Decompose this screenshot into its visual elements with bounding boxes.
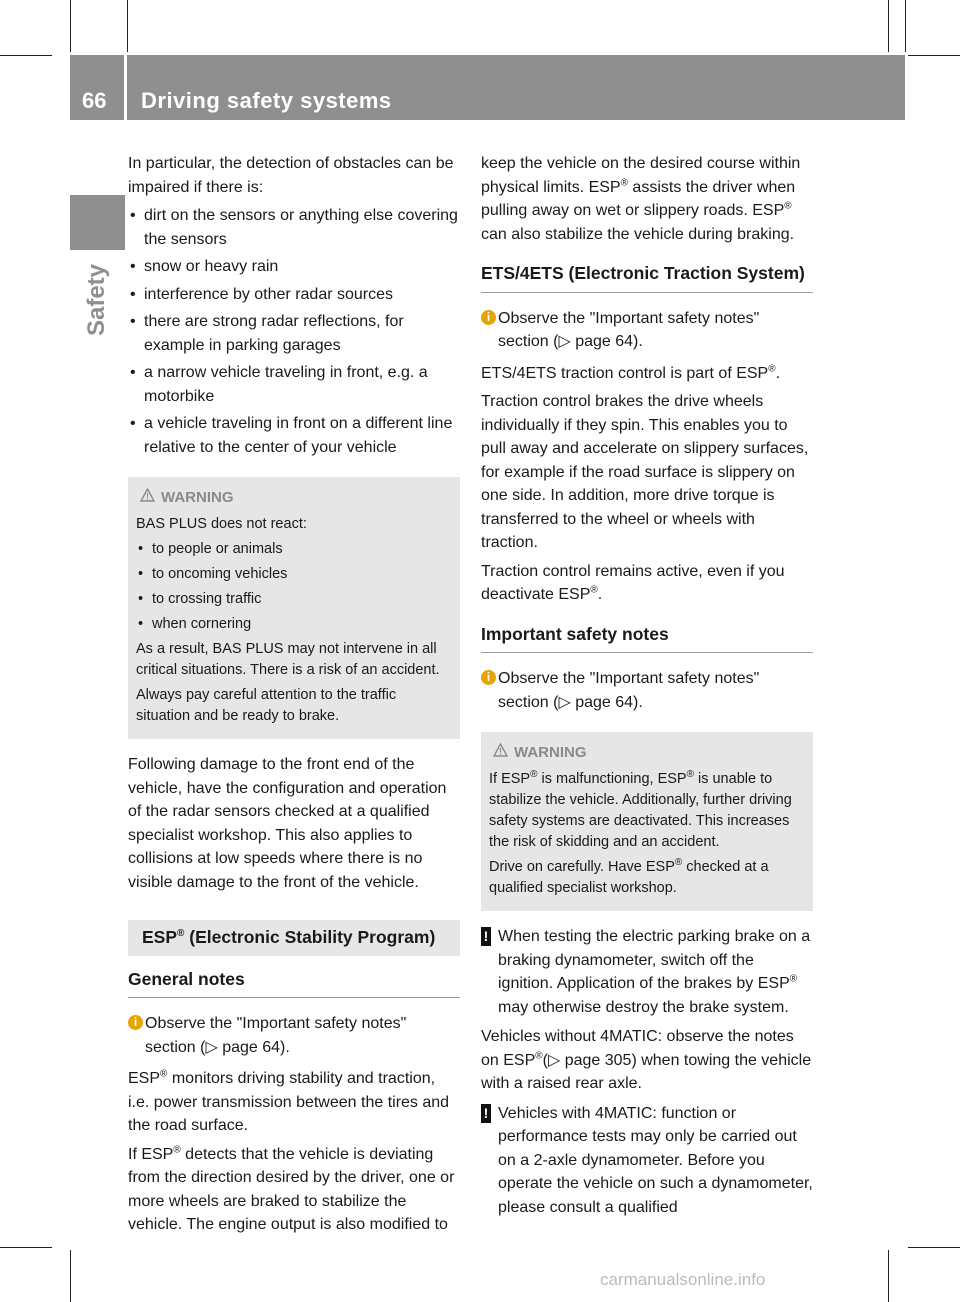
esp-paragraph: ESP® monitors driving stability and traction, i.e. power transmission between the tires and the road surface.: [128, 1068, 450, 1134]
damage-paragraph: Following damage to the front end of the vehicle, have the configuration and operation of the radar sensors checked at a qualified specialist workshop. This also applies to collisions at low speeds where there is no visible damage to the front of the vehicle.: [128, 756, 447, 891]
page-number: 66: [82, 88, 107, 113]
crop-mark: [908, 55, 960, 56]
warning-title: WARNING: [161, 489, 234, 506]
section-tab: [70, 195, 125, 250]
info-note-text: Observe the "Important safety notes" section (▷ page 64).: [145, 1015, 407, 1056]
warning-paragraph: As a result, BAS PLUS may not intervene in all critical situations. There is a risk of an accident.: [136, 641, 440, 678]
info-icon: i: [128, 1015, 143, 1030]
warning-triangle-icon: [493, 742, 508, 763]
crop-mark: [70, 0, 71, 52]
crop-mark: [888, 1250, 889, 1302]
towing-paragraph: Vehicles without 4MATIC: observe the notes on ESP®(▷ page 305) when towing the vehicle with a raised rear axle.: [481, 1028, 812, 1092]
warning-triangle-icon: [140, 487, 155, 508]
list-item: • a vehicle traveling in front on a different line relative to the center of your vehicle: [128, 412, 460, 459]
info-note: [128, 1012, 460, 1059]
warning-intro: BAS PLUS does not react:: [136, 516, 307, 532]
ets-paragraph: Traction control remains active, even if you deactivate ESP®.: [481, 562, 785, 603]
ets-heading: ETS/4ETS (Electronic Traction System): [481, 262, 813, 293]
crop-mark: [70, 1250, 71, 1302]
esp-paragraph: keep the vehicle on the desired course within physical limits. ESP® assists the driver when pulling away on wet or slippery roads. ESP® can also stabilize the vehicle during braking.: [481, 155, 801, 243]
watermark: carmanualsonline.info: [600, 1270, 766, 1289]
warning-title: WARNING: [514, 744, 587, 761]
caution-note: ! When testing the electric parking brake on a braking dynamometer, switch off the ignition. Application of the brakes by ESP® may otherwise destroy the brake system.: [481, 925, 813, 1019]
crop-mark: [0, 55, 52, 56]
warning-paragraph: Drive on carefully. Have ESP® checked at a qualified specialist workshop.: [489, 857, 769, 896]
exclamation-icon: !: [481, 927, 491, 946]
info-note-text: Observe the "Important safety notes" section (▷ page 64).: [498, 670, 760, 711]
list-item: • to people or animals: [136, 539, 452, 560]
list-item: • interference by other radar sources: [128, 283, 460, 307]
info-note: [481, 307, 813, 354]
left-column: [128, 152, 460, 1242]
list-item: • dirt on the sensors or anything else covering the sensors: [128, 204, 460, 251]
exclamation-icon: !: [481, 1104, 491, 1123]
right-column: [481, 152, 813, 1225]
esp-section-heading: ESP® (Electronic Stability Program): [128, 920, 460, 956]
crop-mark: [908, 1247, 960, 1248]
warning-paragraph: Always pay careful attention to the traffic situation and be ready to brake.: [136, 687, 397, 724]
esp-paragraph: If ESP® detects that the vehicle is deviating from the direction desired by the driver, one or more wheels are braked to stabilize the vehicle. The engine output is also modified to: [128, 1144, 455, 1233]
list-item: • to crossing traffic: [136, 589, 452, 610]
warning-paragraph: If ESP® is malfunctioning, ESP® is unable to stabilize the vehicle. Additionally, further driving safety systems are deactivated. This increases the risk of skidding and an accident.: [489, 769, 792, 850]
crop-mark: [888, 0, 889, 52]
header-separator: [124, 55, 127, 120]
crop-mark: [127, 0, 128, 52]
list-item: • there are strong radar reflections, for example in parking garages: [128, 310, 460, 357]
list-item: • a narrow vehicle traveling in front, e.g. a motorbike: [128, 361, 460, 408]
info-note: [481, 667, 813, 714]
warning-heading: [136, 487, 452, 508]
list-item: • when cornering: [136, 614, 452, 635]
ets-paragraph: ETS/4ETS traction control is part of ESP®.: [481, 363, 781, 382]
warning-box: [481, 732, 813, 911]
general-notes-heading: General notes: [128, 968, 460, 999]
caution-note: ! Vehicles with 4MATIC: function or performance tests may only be carried out on a 2-axle dynamometer. Before you operate the vehicle on such a dynamometer, please consult a qualified: [481, 1102, 813, 1220]
warning-box: [128, 477, 460, 739]
crop-mark: [905, 0, 906, 52]
crop-mark: [0, 1247, 52, 1248]
info-icon: i: [481, 310, 496, 325]
list-item: • to oncoming vehicles: [136, 564, 452, 585]
info-icon: i: [481, 670, 496, 685]
section-label: Safety: [83, 263, 110, 337]
intro-text: In particular, the detection of obstacles can be impaired if there is:: [128, 155, 454, 196]
list-item: • snow or heavy rain: [128, 255, 460, 279]
ets-paragraph: Traction control brakes the drive wheels individually if they spin. This enables you to pull away and accelerate on slippery surfaces, for example if the road surface is slippery on one side. In addition, more drive torque is transferred to the wheel or wheels with traction.: [481, 393, 809, 551]
important-notes-heading: Important safety notes: [481, 623, 813, 654]
warning-heading: [489, 742, 805, 763]
info-note-text: Observe the "Important safety notes" section (▷ page 64).: [498, 309, 760, 350]
chapter-title: Driving safety systems: [141, 88, 392, 113]
